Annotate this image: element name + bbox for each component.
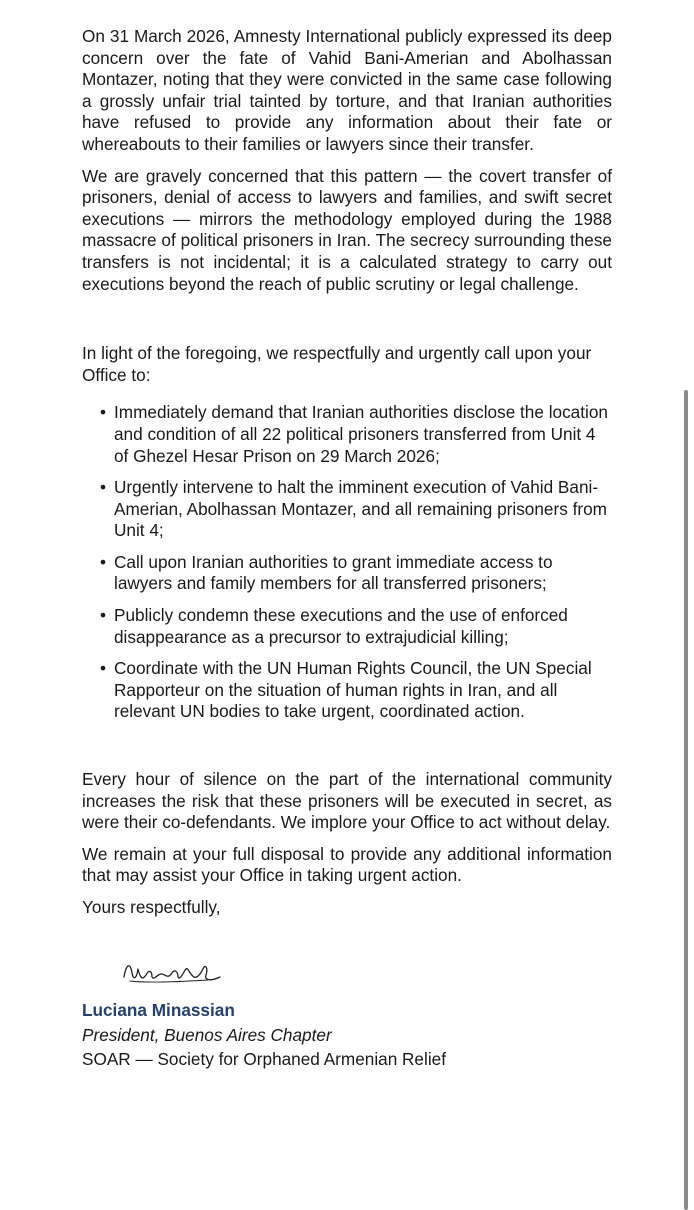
signer-organization: SOAR — Society for Orphaned Armenian Relief	[82, 1049, 446, 1070]
spacer	[82, 305, 612, 343]
bullet-icon: •	[100, 402, 107, 423]
list-item: • Urgently intervene to halt the imminent execution of Vahid Bani-Amerian, Abolhassan Montazer, and all remaining prisoners from Unit 4;	[100, 477, 607, 541]
paragraph-amnesty: On 31 March 2026, Amnesty International publicly expressed its deep concern over the fate of Vahid Bani-Amerian and Abolhassan Montazer, noting that they were convicted in the same case following a grossly unfair trial tainted by torture, and that Iranian authorities have refused to provide any information about their fate or whereabouts to their families or lawyers since their transfer.	[82, 26, 612, 154]
paragraph-urgency: Every hour of silence on the part of the international community increases the risk that these prisoners will be executed in secret, as were their co-defendants. We implore your Office to act without delay.	[82, 769, 612, 833]
bullet-icon: •	[100, 477, 107, 498]
demands-list	[82, 402, 612, 723]
letter-body	[82, 26, 612, 1071]
signer-name: Luciana Minassian	[82, 1000, 235, 1021]
call-intro: In light of the foregoing, we respectfully and urgently call upon your Office to:	[82, 343, 592, 385]
handwritten-signature	[116, 947, 226, 993]
list-item: • Call upon Iranian authorities to grant immediate access to lawyers and family members for all transferred prisoners;	[100, 551, 553, 594]
signer-title: President, Buenos Aires Chapter	[82, 1024, 332, 1045]
bullet-icon: •	[100, 658, 107, 679]
bullet-icon: •	[100, 551, 107, 572]
list-item: • Immediately demand that Iranian authorities disclose the location and condition of all 22 political prisoners transferred from Unit 4 of Ghezel Hesar Prison on 29 March 2026;	[100, 402, 608, 466]
list-item: • Coordinate with the UN Human Rights Council, the UN Special Rapporteur on the situation of human rights in Iran, and all relevant UN bodies to take urgent, coordinated action.	[100, 658, 592, 722]
closing-salutation: Yours respectfully,	[82, 897, 221, 917]
scrollbar[interactable]	[684, 390, 688, 1210]
bullet-icon: •	[100, 605, 107, 626]
paragraph-disposal: We remain at your full disposal to provide any additional information that may assist your Office in taking urgent action.	[82, 843, 612, 886]
paragraph-concern: We are gravely concerned that this pattern — the covert transfer of prisoners, denial of access to lawyers and families, and swift secret executions — mirrors the methodology employed during the 1988 massacre of political prisoners in Iran. The secrecy surrounding these transfers is not incidental; it is a calculated strategy to carry out executions beyond the reach of public scrutiny or legal challenge.	[82, 165, 612, 294]
spacer	[82, 733, 612, 769]
list-item: • Publicly condemn these executions and the use of enforced disappearance as a precursor to extrajudicial killing;	[100, 605, 568, 647]
